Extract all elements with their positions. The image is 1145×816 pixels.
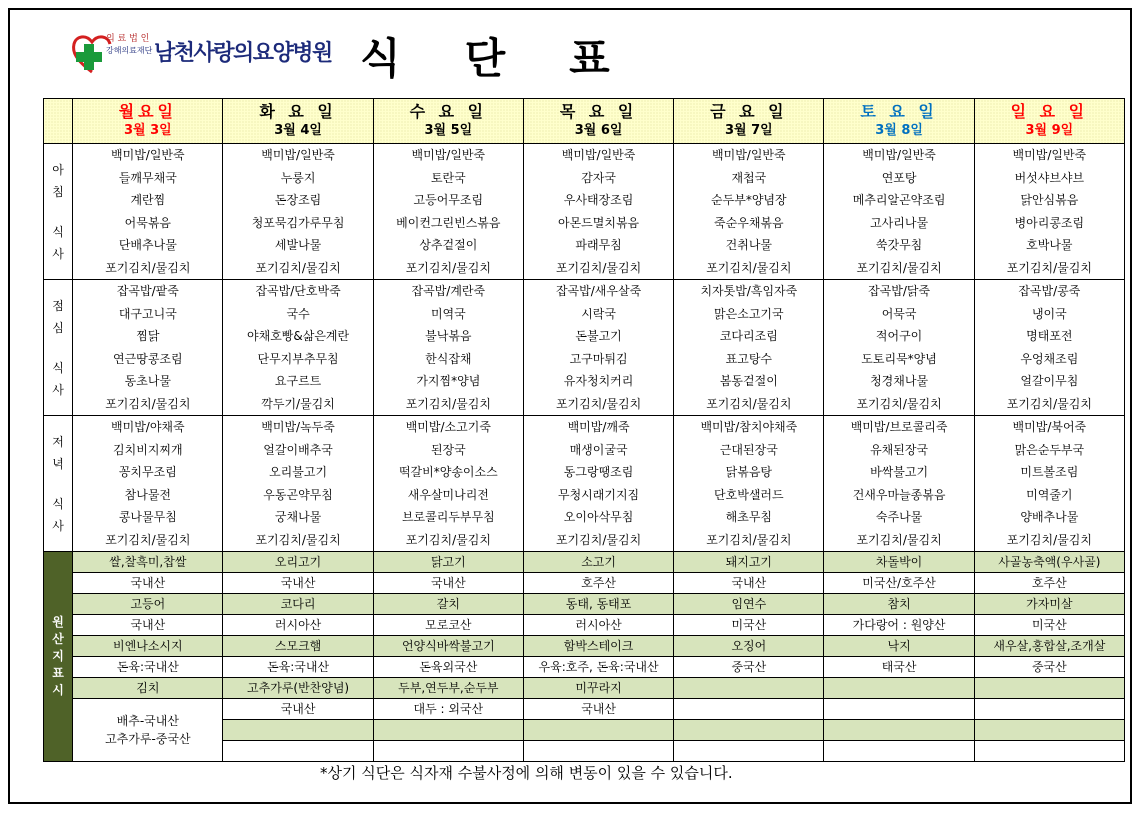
menu-item: 백미밥/일반죽 [411,148,486,162]
menu-item: 우엉채조림 [1020,351,1079,366]
menu-item: 국수 [286,306,310,321]
menu-item: 건새우마늘종볶음 [852,487,946,502]
origin-label-char: 표 [52,666,64,680]
meal-label-char: 녁 [52,456,64,471]
origin-cell: 스모크햄 [223,636,373,657]
menu-item: 백미밥/일반죽 [261,148,335,162]
origin-cell-kimchi [73,699,223,762]
menu-item: 포기김치/물김치 [255,260,341,275]
menu-item: 유자청치커리 [563,374,634,388]
menu-item: 김치비지찌개 [113,442,183,457]
meal-label-char: 사 [52,382,64,397]
menu-item: 찜닭 [136,329,160,343]
menu-item: 포기김치/물김치 [1006,260,1092,275]
origin-cell: 국내산 [674,573,824,594]
day-date: 3월 7일 [724,123,773,138]
day-name: 토 요 일 [860,102,938,121]
origin-cell: 갈치 [373,594,523,615]
origin-cell: 오리고기 [223,552,373,573]
meal-label-char: 사 [52,518,64,533]
day-name: 월요일 [118,102,178,121]
footer-note: *상기 식단은 식자재 수불사정에 의해 변동이 있을 수 있습니다. [320,764,733,782]
origin-cell: 참치 [824,594,974,615]
origin-cell [824,678,974,699]
menu-item: 포기김치/물김치 [405,396,491,411]
menu-cell [223,280,373,416]
menu-item: 미역줄기 [1026,487,1073,502]
hospital-name: 남천사랑의요양병원 [154,41,332,66]
origin-cell: 비엔나소시지 [73,636,223,657]
origin-cell: 가다랑어 : 원양산 [824,615,974,636]
origin-label-char: 원 [52,615,64,629]
day-date: 3월 4일 [274,123,322,138]
origin-cell: 미국산/호주산 [824,573,974,594]
menu-item: 고등어무조림 [413,193,484,207]
origin-row [44,636,1125,657]
menu-item: 요구르트 [274,374,322,388]
origin-cell [824,699,974,720]
origin-cell: 러시아산 [523,615,673,636]
menu-item: 청경채나물 [870,374,929,388]
origin-cell [974,699,1124,720]
meal-label-char: 점 [52,298,64,313]
origin-cell: 미국산 [974,615,1124,636]
menu-item: 어묵국 [881,306,917,321]
menu-cell [523,144,673,280]
origin-cell [974,720,1124,741]
origin-cell: 오징어 [674,636,824,657]
menu-item: 도토리묵*양념 [861,351,937,366]
origin-cell: 미꾸라지 [523,678,673,699]
menu-item: 돈장조림 [274,193,322,207]
menu-item: 포기김치/물김치 [105,260,191,275]
menu-item: 단무지부추무침 [257,351,339,366]
day-name: 수 요 일 [409,102,488,121]
meal-label-gap [44,339,72,357]
menu-cell [824,280,974,416]
origin-row [44,657,1125,678]
origin-cell [223,720,373,741]
menu-item: 우사태장조림 [563,193,634,207]
origin-cell: 국내산 [373,573,523,594]
menu-item: 오이아삭무침 [563,510,634,524]
menu-item: 버섯샤브샤브 [1014,170,1085,185]
menu-item: 바싹불고기 [870,465,929,479]
origin-cell [824,741,974,762]
day-header [824,99,974,144]
menu-item: 포기김치/물김치 [105,396,191,411]
menu-item: 토란국 [430,170,466,185]
origin-label-char: 지 [52,649,64,663]
origin-cell: 호주산 [523,573,673,594]
origin-line: 고추가루-중국산 [105,732,191,746]
menu-item: 죽순우채볶음 [714,215,784,230]
menu-item: 가지찜*양념 [416,374,481,388]
origin-cell: 국내산 [223,573,373,594]
menu-item: 숙주나물 [875,510,923,524]
menu-item: 미트볼조림 [1020,465,1079,479]
origin-row [44,615,1125,636]
menu-cell [523,280,673,416]
menu-item: 새우살미나리전 [407,487,489,502]
menu-item: 브로콜리두부무침 [401,510,495,524]
menu-item: 코다리조림 [719,329,778,343]
menu-item: 포기김치/물김치 [1006,396,1092,411]
menu-item: 포기김치/물김치 [405,532,491,547]
menu-item: 무청시래기지짐 [558,487,640,502]
menu-item: 닭안심볶음 [1020,193,1079,207]
origin-row [44,573,1125,594]
menu-item: 맑은소고기국 [714,306,784,321]
menu-cell [674,280,824,416]
day-header [223,99,373,144]
menu-item: 단배추나물 [118,238,177,252]
day-header [974,99,1124,144]
day-date: 3월 9일 [1025,123,1074,138]
day-date: 3월 8일 [875,123,923,138]
menu-item: 오리불고기 [269,465,328,479]
menu-item: 콩나물무침 [118,510,177,524]
menu-item: 병아리콩조림 [1014,215,1085,230]
origin-cell: 돈육:국내산 [223,657,373,678]
menu-item: 포기김치/물김치 [706,260,792,275]
menu-item: 포기김치/물김치 [856,532,942,547]
origin-label-char: 시 [52,683,64,697]
meal-label [44,280,73,416]
origin-cell: 함박스테이크 [523,636,673,657]
menu-item: 백미밥/일반죽 [862,148,936,162]
logo-caption-line2: 강해의료재단 [106,46,153,55]
origin-line: 배추-국내산 [116,714,179,728]
menu-item: 감자국 [581,170,616,185]
menu-item: 백미밥/야채죽 [111,420,185,434]
origin-cell: 태국산 [824,657,974,678]
origin-cell: 쌀,찰흑미,찹쌀 [73,552,223,573]
origin-cell: 차돌박이 [824,552,974,573]
origin-cell: 낙지 [824,636,974,657]
origin-cell: 국내산 [73,573,223,594]
origin-cell [373,741,523,762]
day-date: 3월 3일 [123,123,172,138]
menu-item: 아몬드멸치볶음 [558,215,640,230]
menu-cell [73,144,223,280]
origin-cell: 고추가루(반찬양념) [223,678,373,699]
menu-item: 동그랑땡조림 [563,465,634,479]
origin-cell: 김치 [73,678,223,699]
day-header-row [44,99,1125,144]
origin-cell [523,741,673,762]
origin-cell: 소고기 [523,552,673,573]
menu-item: 고구마튀김 [569,351,628,366]
menu-item: 포기김치/물김치 [555,260,642,275]
origin-cell [674,699,824,720]
origin-row [44,699,1125,720]
meal-label-gap [44,475,72,493]
day-date: 3월 6일 [574,123,623,138]
menu-item: 깍두기/물김치 [261,396,335,411]
menu-item: 떡갈비*양송이소스 [398,465,498,479]
menu-cell [223,144,373,280]
origin-label [44,552,73,762]
menu-item: 궁채나물 [274,510,322,524]
origin-cell [674,678,824,699]
menu-item: 포기김치/물김치 [1006,532,1092,547]
origin-cell: 동태, 동태포 [523,594,673,615]
origin-cell: 중국산 [674,657,824,678]
weekly-menu-table [43,98,1125,762]
origin-cell: 우육:호주, 돈육:국내산 [523,657,673,678]
origin-cell: 중국산 [974,657,1124,678]
day-name: 화 요 일 [259,102,337,121]
menu-item: 재첩국 [731,170,767,185]
menu-item: 베이컨그린빈스볶음 [396,215,501,230]
meal-label-char: 저 [52,434,64,449]
menu-item: 건취나물 [725,238,773,252]
origin-cell: 대두 : 외국산 [373,699,523,720]
menu-item: 양배추나물 [1020,510,1079,524]
meal-label-char: 심 [52,320,64,335]
day-header [73,99,223,144]
menu-item: 냉이국 [1031,306,1067,321]
meal-row [44,416,1125,552]
meal-label-char: 아 [52,162,64,177]
menu-item: 잡곡밥/단호박죽 [255,284,341,298]
origin-row [44,552,1125,573]
menu-item: 백미밥/브로콜리죽 [850,420,948,434]
menu-item: 순두부*양념장 [711,193,787,207]
menu-item: 얼갈이배추국 [263,442,333,457]
menu-item: 포기김치/물김치 [555,532,642,547]
meal-label-gap [44,203,72,221]
menu-item: 단호박샐러드 [714,487,784,502]
origin-cell [674,741,824,762]
menu-item: 동초나물 [124,374,172,388]
menu-item: 백미밥/일반죽 [561,148,636,162]
origin-cell: 국내산 [73,615,223,636]
menu-item: 포기김치/물김치 [255,532,341,547]
menu-cell [223,416,373,552]
menu-item: 잡곡밥/새우살죽 [555,284,642,298]
menu-item: 어묵볶음 [124,215,172,230]
day-header [674,99,824,144]
menu-item: 야채호빵&삶은계란 [247,329,350,343]
menu-item: 호박나물 [1026,238,1073,252]
origin-cell: 언양식바싹불고기 [373,636,523,657]
origin-cell: 모로코산 [373,615,523,636]
menu-item: 대구고니국 [118,306,177,321]
menu-cell [974,416,1124,552]
menu-cell [373,416,523,552]
menu-item: 포기김치/물김치 [856,260,942,275]
menu-item: 메추리알곤약조림 [852,193,946,207]
origin-row [44,594,1125,615]
menu-item: 연포탕 [881,170,917,185]
menu-item: 명태포전 [1026,329,1073,343]
menu-item: 미역국 [430,306,466,321]
day-name: 금 요 일 [710,102,788,121]
menu-cell [523,416,673,552]
menu-cell [974,144,1124,280]
origin-cell: 고등어 [73,594,223,615]
menu-cell [674,144,824,280]
meal-label [44,416,73,552]
origin-row [44,678,1125,699]
menu-cell [373,280,523,416]
menu-item: 연근땅콩조림 [113,351,183,366]
menu-item: 백미밥/녹두죽 [261,420,335,434]
origin-cell: 국내산 [523,699,673,720]
origin-cell [674,720,824,741]
day-name: 일 요 일 [1010,102,1089,121]
menu-item: 꽁치무조림 [118,465,177,479]
origin-cell: 코다리 [223,594,373,615]
menu-item: 백미밥/일반죽 [712,148,786,162]
logo-caption-line1: 의 료 법 인 [106,34,150,44]
menu-item: 백미밥/깨죽 [567,420,630,434]
menu-item: 유채된장국 [870,442,929,457]
menu-item: 포기김치/물김치 [706,396,792,411]
day-date: 3월 5일 [424,123,473,138]
menu-item: 참나물전 [124,487,172,502]
origin-cell [824,720,974,741]
page-header [70,26,770,88]
menu-item: 근대된장국 [719,442,778,457]
origin-cell: 돈육외국산 [373,657,523,678]
meal-label-char: 식 [52,360,64,375]
origin-cell: 새우살,홍합살,조개살 [974,636,1124,657]
menu-item: 된장국 [430,442,466,457]
menu-cell [373,144,523,280]
origin-cell: 닭고기 [373,552,523,573]
day-header [523,99,673,144]
origin-cell [223,741,373,762]
menu-item: 봄동겉절이 [719,374,778,388]
menu-cell [824,416,974,552]
menu-item: 치자톳밥/흑임자죽 [700,284,798,298]
day-name: 목 요 일 [559,102,638,121]
menu-cell [73,416,223,552]
menu-item: 상추겉절이 [419,238,478,252]
menu-item: 돈불고기 [575,329,622,343]
menu-item: 세발나물 [274,238,322,252]
corner-cell [44,99,73,144]
menu-item: 불낙볶음 [425,329,472,343]
meal-row [44,280,1125,416]
menu-item: 포기김치/물김치 [856,396,942,411]
menu-item: 포기김치/물김치 [706,532,792,547]
origin-cell: 국내산 [223,699,373,720]
origin-cell [373,720,523,741]
menu-item: 잡곡밥/콩죽 [1018,284,1081,298]
menu-item: 백미밥/일반죽 [111,148,185,162]
menu-item: 백미밥/북어죽 [1012,420,1087,434]
origin-cell: 돈육:국내산 [73,657,223,678]
meal-label-char: 식 [52,224,64,239]
menu-item: 얼갈이무침 [1020,374,1079,388]
menu-item: 시락국 [581,306,616,321]
menu-cell [73,280,223,416]
meal-label-char: 식 [52,496,64,511]
menu-item: 한식잡채 [425,351,472,366]
page-title: 식단표 [360,34,674,83]
logo-caption [106,34,152,56]
menu-item: 백미밥/소고기죽 [405,420,491,434]
menu-item: 잡곡밥/닭죽 [868,284,931,298]
menu-item: 잡곡밥/계란죽 [411,284,486,298]
menu-item: 백미밥/일반죽 [1012,148,1087,162]
menu-item: 쑥갓무침 [875,238,923,252]
menu-item: 닭볶음탕 [725,465,773,479]
menu-cell [674,416,824,552]
origin-cell: 돼지고기 [674,552,824,573]
menu-item: 매생이굴국 [569,442,628,457]
menu-item: 해초무침 [725,510,773,524]
origin-cell [523,720,673,741]
menu-item: 적어구이 [875,329,923,343]
origin-label-char: 산 [52,632,64,646]
day-header [373,99,523,144]
meal-label-char: 침 [52,184,64,199]
menu-item: 우동곤약무침 [263,487,333,502]
menu-item: 계란찜 [130,193,166,207]
meal-row [44,144,1125,280]
origin-cell: 러시아산 [223,615,373,636]
menu-item: 잡곡밥/팥죽 [116,284,179,298]
menu-item: 고사리나물 [870,215,929,230]
meal-label [44,144,73,280]
menu-item: 백미밥/참치야채죽 [700,420,798,434]
origin-cell: 임연수 [674,594,824,615]
menu-item: 파래무침 [575,238,622,252]
meal-label-char: 사 [52,246,64,261]
origin-cell [974,741,1124,762]
origin-cell [974,678,1124,699]
origin-cell: 두부,연두부,순두부 [373,678,523,699]
menu-item: 맑은순두부국 [1014,442,1085,457]
menu-item: 포기김치/물김치 [405,260,491,275]
origin-cell: 미국산 [674,615,824,636]
origin-cell: 사골농축액(우사골) [974,552,1124,573]
menu-item: 포기김치/물김치 [555,396,642,411]
menu-cell [974,280,1124,416]
menu-item: 표고탕수 [725,351,773,366]
menu-item: 누룽지 [280,170,316,185]
menu-item: 포기김치/물김치 [105,532,191,547]
menu-item: 청포묵김가루무침 [251,215,345,230]
origin-cell: 호주산 [974,573,1124,594]
menu-item: 들깨무채국 [118,170,177,185]
menu-cell [824,144,974,280]
origin-cell: 가자미살 [974,594,1124,615]
